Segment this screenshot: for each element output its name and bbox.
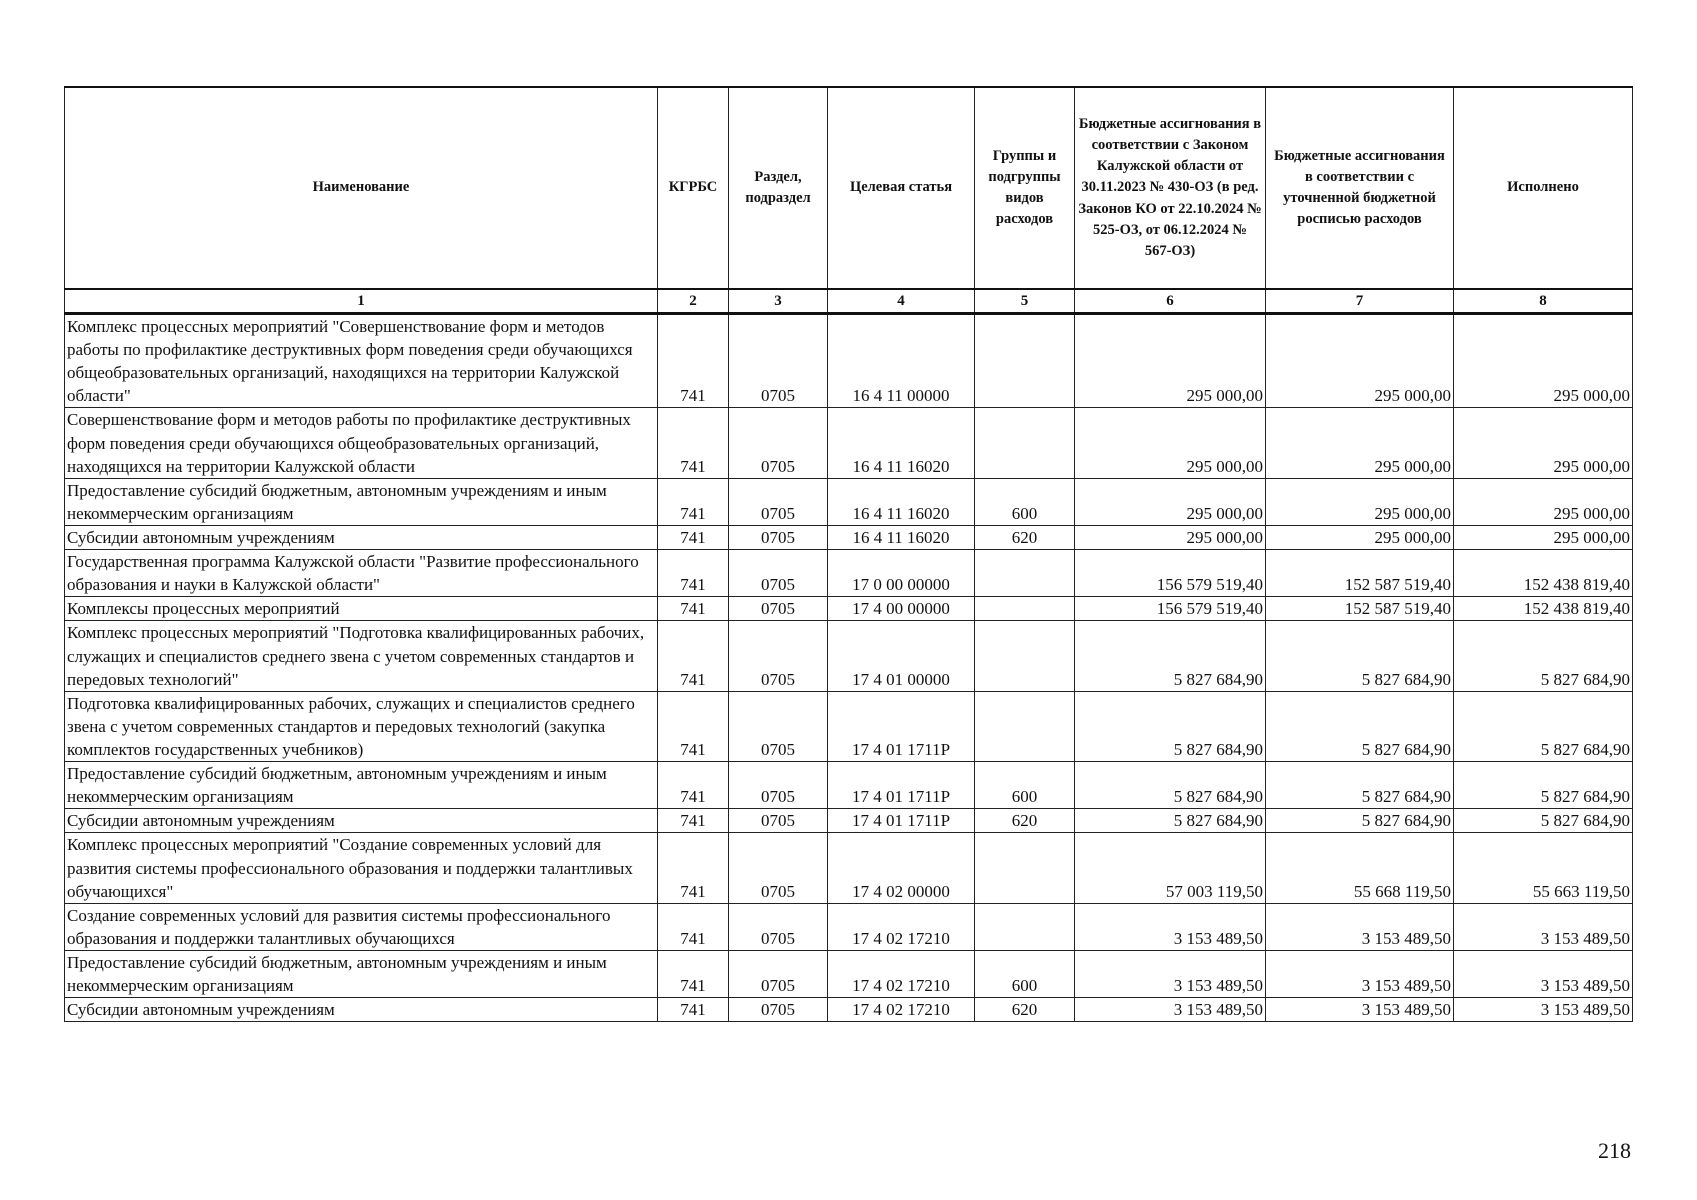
- cell-law-amount: 295 000,00: [1075, 314, 1266, 408]
- cell-name: Комплекс процессных мероприятий "Совершенствование форм и методов работы по профилактике деструктивных форм поведения среди обучающихся общеобразовательных организаций, находящихся на территории Калужской области": [65, 314, 658, 408]
- cell-target-article: 17 4 01 00000: [828, 621, 975, 691]
- table-row: [65, 408, 1633, 478]
- cell-kgrbs: 741: [658, 525, 729, 549]
- cell-name: Комплекс процессных мероприятий "Создание современных условий для развития системы профессионального образования и поддержки талантливых обучающихся": [65, 833, 658, 903]
- cell-target-article: 16 4 11 16020: [828, 478, 975, 525]
- cell-section: 0705: [729, 833, 828, 903]
- table-row: [65, 478, 1633, 525]
- cell-section: 0705: [729, 950, 828, 997]
- cell-kgrbs: 741: [658, 998, 729, 1022]
- cell-executed-amount: 3 153 489,50: [1454, 998, 1633, 1022]
- cell-refined-amount: 295 000,00: [1266, 525, 1454, 549]
- cell-section: 0705: [729, 998, 828, 1022]
- cell-name: Государственная программа Калужской области "Развитие профессионального образования и науки в Калужской области": [65, 550, 658, 597]
- cell-section: 0705: [729, 809, 828, 833]
- cell-law-amount: 5 827 684,90: [1075, 809, 1266, 833]
- header-target-article: Целевая статья: [828, 87, 975, 289]
- cell-executed-amount: 295 000,00: [1454, 525, 1633, 549]
- column-number: 3: [729, 289, 828, 314]
- cell-law-amount: 3 153 489,50: [1075, 903, 1266, 950]
- cell-name: Предоставление субсидий бюджетным, автономным учреждениям и иным некоммерческим организациям: [65, 478, 658, 525]
- table-row: [65, 314, 1633, 408]
- cell-name: Предоставление субсидий бюджетным, автономным учреждениям и иным некоммерческим организациям: [65, 762, 658, 809]
- cell-executed-amount: 152 438 819,40: [1454, 550, 1633, 597]
- budget-table: [64, 86, 1633, 1022]
- cell-executed-amount: 5 827 684,90: [1454, 691, 1633, 761]
- cell-law-amount: 57 003 119,50: [1075, 833, 1266, 903]
- cell-section: 0705: [729, 550, 828, 597]
- cell-section: 0705: [729, 597, 828, 621]
- cell-law-amount: 156 579 519,40: [1075, 597, 1266, 621]
- cell-target-article: 17 4 00 00000: [828, 597, 975, 621]
- cell-law-amount: 295 000,00: [1075, 408, 1266, 478]
- cell-expense-group: [975, 314, 1075, 408]
- cell-expense-group: 600: [975, 950, 1075, 997]
- cell-name: Создание современных условий для развития системы профессионального образования и поддержки талантливых обучающихся: [65, 903, 658, 950]
- column-number: 2: [658, 289, 729, 314]
- cell-executed-amount: 5 827 684,90: [1454, 621, 1633, 691]
- cell-executed-amount: 295 000,00: [1454, 314, 1633, 408]
- header-row: [65, 87, 1633, 289]
- column-number: 4: [828, 289, 975, 314]
- cell-target-article: 17 4 02 17210: [828, 998, 975, 1022]
- cell-law-amount: 156 579 519,40: [1075, 550, 1266, 597]
- cell-refined-amount: 152 587 519,40: [1266, 597, 1454, 621]
- cell-expense-group: [975, 621, 1075, 691]
- cell-refined-amount: 152 587 519,40: [1266, 550, 1454, 597]
- cell-name: Субсидии автономным учреждениям: [65, 525, 658, 549]
- cell-kgrbs: 741: [658, 621, 729, 691]
- cell-executed-amount: 295 000,00: [1454, 408, 1633, 478]
- cell-expense-group: 600: [975, 762, 1075, 809]
- cell-expense-group: 620: [975, 998, 1075, 1022]
- cell-expense-group: 620: [975, 809, 1075, 833]
- header-law-allocations: Бюджетные ассигнования в соответствии с Законом Калужской области от 30.11.2023 № 430-ОЗ (в ред. Законов КО от 22.10.2024 № 525-ОЗ, от 06.12.2024 № 567-ОЗ): [1075, 87, 1266, 289]
- cell-executed-amount: 295 000,00: [1454, 478, 1633, 525]
- cell-executed-amount: 5 827 684,90: [1454, 809, 1633, 833]
- table-row: [65, 691, 1633, 761]
- cell-name: Подготовка квалифицированных рабочих, служащих и специалистов среднего звена с учетом современных стандартов и передовых технологий (закупка комплектов государственных учебников): [65, 691, 658, 761]
- header-name: Наименование: [65, 87, 658, 289]
- cell-kgrbs: 741: [658, 408, 729, 478]
- column-number: 6: [1075, 289, 1266, 314]
- cell-name: Совершенствование форм и методов работы по профилактике деструктивных форм поведения среди обучающихся общеобразовательных организаций, находящихся на территории Калужской области: [65, 408, 658, 478]
- cell-refined-amount: 5 827 684,90: [1266, 762, 1454, 809]
- table-row: [65, 621, 1633, 691]
- cell-refined-amount: 3 153 489,50: [1266, 950, 1454, 997]
- table-row: [65, 903, 1633, 950]
- cell-target-article: 16 4 11 00000: [828, 314, 975, 408]
- cell-law-amount: 3 153 489,50: [1075, 998, 1266, 1022]
- cell-section: 0705: [729, 314, 828, 408]
- cell-law-amount: 295 000,00: [1075, 525, 1266, 549]
- cell-section: 0705: [729, 478, 828, 525]
- cell-refined-amount: 55 668 119,50: [1266, 833, 1454, 903]
- cell-expense-group: [975, 903, 1075, 950]
- column-number: 8: [1454, 289, 1633, 314]
- table-row: [65, 597, 1633, 621]
- cell-section: 0705: [729, 691, 828, 761]
- cell-expense-group: [975, 833, 1075, 903]
- cell-expense-group: [975, 691, 1075, 761]
- cell-name: Предоставление субсидий бюджетным, автономным учреждениям и иным некоммерческим организациям: [65, 950, 658, 997]
- cell-kgrbs: 741: [658, 809, 729, 833]
- page-number: 218: [1598, 1138, 1631, 1163]
- cell-law-amount: 5 827 684,90: [1075, 762, 1266, 809]
- cell-refined-amount: 295 000,00: [1266, 408, 1454, 478]
- table-row: [65, 809, 1633, 833]
- header-executed: Исполнено: [1454, 87, 1633, 289]
- cell-kgrbs: 741: [658, 691, 729, 761]
- cell-target-article: 17 4 01 1711P: [828, 691, 975, 761]
- table-row: [65, 833, 1633, 903]
- cell-expense-group: [975, 408, 1075, 478]
- header-kgrbs: КГРБС: [658, 87, 729, 289]
- cell-expense-group: [975, 550, 1075, 597]
- column-numbers-row: [65, 289, 1633, 314]
- cell-kgrbs: 741: [658, 903, 729, 950]
- column-number: 7: [1266, 289, 1454, 314]
- cell-section: 0705: [729, 903, 828, 950]
- table-row: [65, 998, 1633, 1022]
- cell-law-amount: 295 000,00: [1075, 478, 1266, 525]
- cell-section: 0705: [729, 621, 828, 691]
- cell-name: Комплексы процессных мероприятий: [65, 597, 658, 621]
- table-row: [65, 525, 1633, 549]
- cell-target-article: 17 4 02 17210: [828, 950, 975, 997]
- cell-expense-group: 600: [975, 478, 1075, 525]
- cell-law-amount: 3 153 489,50: [1075, 950, 1266, 997]
- cell-executed-amount: 5 827 684,90: [1454, 762, 1633, 809]
- cell-law-amount: 5 827 684,90: [1075, 691, 1266, 761]
- cell-target-article: 17 4 02 17210: [828, 903, 975, 950]
- column-number: 1: [65, 289, 658, 314]
- cell-target-article: 17 4 02 00000: [828, 833, 975, 903]
- table-body: [65, 289, 1633, 1022]
- cell-section: 0705: [729, 408, 828, 478]
- cell-executed-amount: 3 153 489,50: [1454, 950, 1633, 997]
- cell-name: Комплекс процессных мероприятий "Подготовка квалифицированных рабочих, служащих и специалистов среднего звена с учетом современных стандартов и передовых технологий": [65, 621, 658, 691]
- column-number: 5: [975, 289, 1075, 314]
- cell-executed-amount: 152 438 819,40: [1454, 597, 1633, 621]
- cell-name: Субсидии автономным учреждениям: [65, 998, 658, 1022]
- cell-kgrbs: 741: [658, 314, 729, 408]
- header-refined-allocations: Бюджетные ассигнования в соответствии с уточненной бюджетной росписью расходов: [1266, 87, 1454, 289]
- cell-expense-group: 620: [975, 525, 1075, 549]
- cell-law-amount: 5 827 684,90: [1075, 621, 1266, 691]
- table-row: [65, 950, 1633, 997]
- cell-target-article: 16 4 11 16020: [828, 525, 975, 549]
- cell-section: 0705: [729, 762, 828, 809]
- cell-name: Субсидии автономным учреждениям: [65, 809, 658, 833]
- cell-refined-amount: 3 153 489,50: [1266, 903, 1454, 950]
- cell-target-article: 17 0 00 00000: [828, 550, 975, 597]
- cell-kgrbs: 741: [658, 597, 729, 621]
- cell-target-article: 17 4 01 1711P: [828, 762, 975, 809]
- cell-target-article: 16 4 11 16020: [828, 408, 975, 478]
- cell-refined-amount: 5 827 684,90: [1266, 691, 1454, 761]
- cell-refined-amount: 3 153 489,50: [1266, 998, 1454, 1022]
- cell-kgrbs: 741: [658, 950, 729, 997]
- cell-executed-amount: 3 153 489,50: [1454, 903, 1633, 950]
- header-section: Раздел, подраздел: [729, 87, 828, 289]
- cell-kgrbs: 741: [658, 762, 729, 809]
- table-row: [65, 762, 1633, 809]
- cell-refined-amount: 5 827 684,90: [1266, 621, 1454, 691]
- cell-section: 0705: [729, 525, 828, 549]
- cell-target-article: 17 4 01 1711P: [828, 809, 975, 833]
- cell-refined-amount: 295 000,00: [1266, 314, 1454, 408]
- cell-refined-amount: 5 827 684,90: [1266, 809, 1454, 833]
- cell-kgrbs: 741: [658, 833, 729, 903]
- cell-kgrbs: 741: [658, 550, 729, 597]
- cell-refined-amount: 295 000,00: [1266, 478, 1454, 525]
- table-row: [65, 550, 1633, 597]
- cell-executed-amount: 55 663 119,50: [1454, 833, 1633, 903]
- cell-expense-group: [975, 597, 1075, 621]
- cell-kgrbs: 741: [658, 478, 729, 525]
- header-expense-group: Группы и подгруппы видов расходов: [975, 87, 1075, 289]
